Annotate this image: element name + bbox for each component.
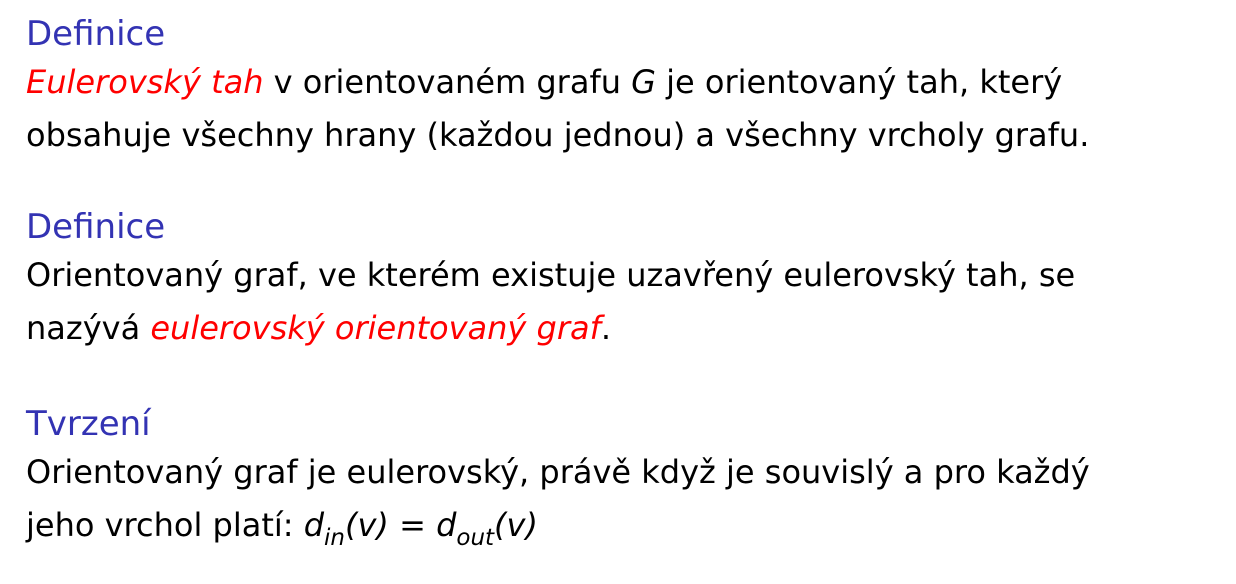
math-d-symbol: d [436,506,457,544]
math-d-symbol: d [303,506,325,544]
body-line: Orientovaný graf je eulerovský, právě když je souvislý a pro každý [26,453,1090,491]
defined-term: Eulerovský tah [26,63,264,101]
body-text: je orientovaný tah, který [655,63,1063,101]
defined-term: eulerovský orientovaný graf [150,309,601,347]
body-text: nazývá [26,309,151,347]
body-line: Orientovaný graf, ve kterém existuje uzavřený eulerovský tah, se [26,256,1076,294]
definition-block-euler-trail [26,12,1216,162]
body-text: . [600,309,612,347]
block-heading: Definice [26,207,166,247]
body-text: jeho vrchol platí: [26,506,304,544]
math-equals: = [388,506,437,544]
definition-block-eulerian-digraph [26,205,1216,355]
math-argument: (v) [494,506,538,544]
body-line [26,499,1216,556]
math-subscript-out: out [456,525,495,551]
body-text: v orientovaném grafu [263,63,632,101]
body-line [26,302,1216,355]
block-heading: Definice [26,14,166,54]
math-formula [303,506,538,551]
block-heading: Tvrzení [26,404,151,444]
math-subscript-in: in [324,525,345,551]
block-body [26,249,1216,355]
math-argument: (v) [345,506,389,544]
block-body [26,56,1216,162]
body-line [26,56,1216,109]
body-line: obsahuje všechny hrany (každou jednou) a všechny vrcholy grafu. [26,116,1090,154]
theorem-block [26,402,1216,556]
math-variable-g: G [631,63,656,101]
block-body [26,446,1216,556]
